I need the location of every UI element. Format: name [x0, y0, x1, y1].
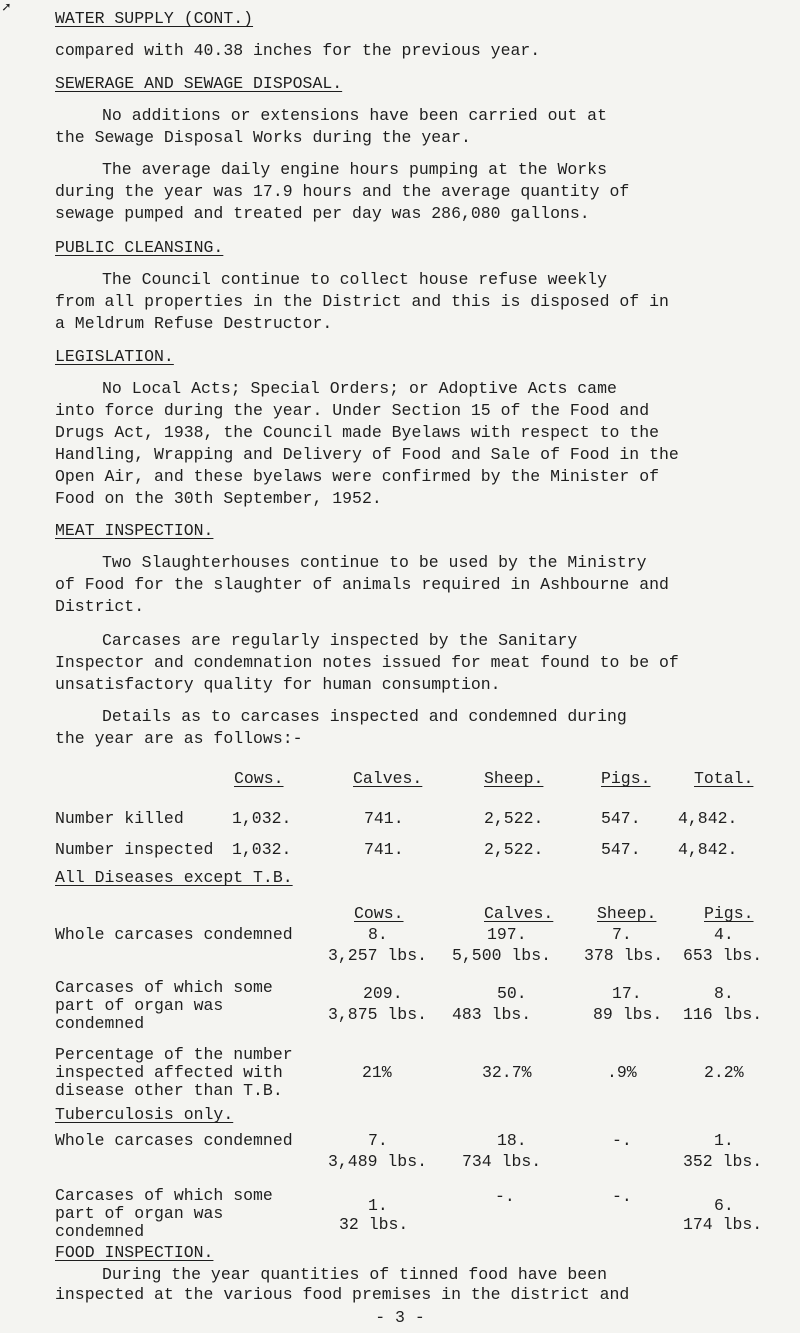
- page-number: - 3 -: [375, 1308, 425, 1327]
- t2-cell-weight: 32 lbs.: [339, 1215, 409, 1234]
- meat-p2-l1: Carcases are regularly inspected by the Sanitary: [102, 631, 578, 650]
- t2-cell-weight: 352 lbs.: [683, 1152, 763, 1171]
- t2-cell-weight: 483 lbs.: [452, 1005, 532, 1024]
- t1-row-label: Number killed: [55, 809, 184, 828]
- legislation-l5: Open Air, and these byelaws were confirmed by the Minister of: [55, 467, 659, 486]
- t1-header-calves: Calves.: [353, 769, 423, 788]
- t2-tb-row-label: Whole carcases condemned: [55, 1131, 293, 1150]
- t2-row-label: inspected affected with: [55, 1063, 283, 1082]
- t2-cell-weight: 5,500 lbs.: [452, 946, 552, 965]
- section-all-diseases: All Diseases except T.B.: [55, 868, 293, 887]
- t2-cell-count: 4.: [714, 925, 734, 944]
- sewerage-p2-l3: sewage pumped and treated per day was 286,080 gallons.: [55, 204, 590, 223]
- heading-sewerage: SEWERAGE AND SEWAGE DISPOSAL.: [55, 74, 343, 93]
- t1-cell: 2,522.: [484, 809, 544, 828]
- t2-cell-count: 8.: [714, 984, 734, 1003]
- t2-cell-weight: 174 lbs.: [683, 1215, 763, 1234]
- t2-header-cows: Cows.: [354, 904, 404, 923]
- legislation-l3: Drugs Act, 1938, the Council made Byelaws with respect to the: [55, 423, 659, 442]
- t2-cell-percent: 21%: [362, 1063, 392, 1082]
- t2-header-pigs: Pigs.: [704, 904, 754, 923]
- t1-row-label: Number inspected: [55, 840, 214, 859]
- t2-cell-count: 17.: [612, 984, 642, 1003]
- margin-mark: ➚: [2, 1, 11, 17]
- legislation-l2: into force during the year. Under Section 15 of the Food and: [55, 401, 650, 420]
- t2-cell-weight: 89 lbs.: [593, 1005, 663, 1024]
- t1-cell: 547.: [601, 809, 641, 828]
- meat-p1-l3: District.: [55, 597, 145, 616]
- t1-header-sheep: Sheep.: [484, 769, 544, 788]
- t1-header-total: Total.: [694, 769, 754, 788]
- t2-cell-count: 7.: [368, 1131, 388, 1150]
- meat-p1-l2: of Food for the slaughter of animals required in Ashbourne and: [55, 575, 669, 594]
- meat-p3-l2: the year are as follows:-: [55, 729, 303, 748]
- food-l2: inspected at the various food premises in the district and: [55, 1285, 630, 1304]
- t1-cell: 4,842.: [678, 809, 738, 828]
- heading-legislation: LEGISLATION.: [55, 347, 174, 366]
- t2-cell-weight: 378 lbs.: [584, 946, 664, 965]
- t2-cell-count: 7.: [612, 925, 632, 944]
- t2-cell-percent: 32.7%: [482, 1063, 532, 1082]
- t2-cell-dash: -.: [612, 1187, 632, 1206]
- t2-cell-percent: .9%: [607, 1063, 637, 1082]
- t2-header-calves: Calves.: [484, 904, 554, 923]
- meat-p3-l1: Details as to carcases inspected and condemned during: [102, 707, 627, 726]
- t2-cell-count: 209.: [363, 984, 403, 1003]
- t1-cell: 2,522.: [484, 840, 544, 859]
- t2-cell-weight: 116 lbs.: [683, 1005, 763, 1024]
- t2-header-sheep: Sheep.: [597, 904, 657, 923]
- meat-p2-l3: unsatisfactory quality for human consumption.: [55, 675, 501, 694]
- t1-cell: 4,842.: [678, 840, 738, 859]
- section-tuberculosis: Tuberculosis only.: [55, 1105, 234, 1124]
- header-water-supply: WATER SUPPLY (CONT.): [55, 9, 254, 28]
- t1-cell: 741.: [364, 809, 404, 828]
- legislation-l4: Handling, Wrapping and Delivery of Food and Sale of Food in the: [55, 445, 679, 464]
- t2-cell-weight: 3,875 lbs.: [328, 1005, 428, 1024]
- t1-cell: 741.: [364, 840, 404, 859]
- t2-row-label: disease other than T.B.: [55, 1081, 283, 1100]
- legislation-l6: Food on the 30th September, 1952.: [55, 489, 382, 508]
- sewerage-p2-l1: The average daily engine hours pumping at the Works: [102, 160, 607, 179]
- heading-meat: MEAT INSPECTION.: [55, 521, 214, 540]
- t2-row-label: part of organ was: [55, 996, 224, 1015]
- meat-p2-l2: Inspector and condemnation notes issued for meat found to be of: [55, 653, 679, 672]
- t2-cell-count: 1.: [368, 1196, 388, 1215]
- t2-cell-count: 18.: [497, 1131, 527, 1150]
- water-line: compared with 40.38 inches for the previous year.: [55, 41, 541, 60]
- t2-tb-row-label: Carcases of which some: [55, 1186, 273, 1205]
- t1-cell: 1,032.: [232, 840, 292, 859]
- t2-cell-weight: 3,257 lbs.: [328, 946, 428, 965]
- t2-cell-count: 1.: [714, 1131, 734, 1150]
- t1-cell: 1,032.: [232, 809, 292, 828]
- sewerage-p1-l2: the Sewage Disposal Works during the year.: [55, 128, 471, 147]
- t1-header-pigs: Pigs.: [601, 769, 651, 788]
- sewerage-p2-l2: during the year was 17.9 hours and the average quantity of: [55, 182, 630, 201]
- t2-cell-weight: 653 lbs.: [683, 946, 763, 965]
- cleansing-l1: The Council continue to collect house refuse weekly: [102, 270, 607, 289]
- t2-row-label: Percentage of the number: [55, 1045, 293, 1064]
- meat-p1-l1: Two Slaughterhouses continue to be used by the Ministry: [102, 553, 647, 572]
- t1-header-cows: Cows.: [234, 769, 284, 788]
- heading-food: FOOD INSPECTION.: [55, 1243, 214, 1262]
- cleansing-l2: from all properties in the District and this is disposed of in: [55, 292, 669, 311]
- t2-cell-percent: 2.2%: [704, 1063, 744, 1082]
- t2-cell-dash: -.: [612, 1131, 632, 1150]
- legislation-l1: No Local Acts; Special Orders; or Adoptive Acts came: [102, 379, 617, 398]
- t2-tb-row-label: part of organ was: [55, 1204, 224, 1223]
- heading-cleansing: PUBLIC CLEANSING.: [55, 238, 224, 257]
- t1-cell: 547.: [601, 840, 641, 859]
- t2-row-label: Whole carcases condemned: [55, 925, 293, 944]
- t2-cell-weight: 3,489 lbs.: [328, 1152, 428, 1171]
- sewerage-p1-l1: No additions or extensions have been carried out at: [102, 106, 607, 125]
- food-l1: During the year quantities of tinned food have been: [102, 1265, 607, 1284]
- t2-tb-row-label: condemned: [55, 1222, 145, 1241]
- t2-cell-count: 197.: [487, 925, 527, 944]
- t2-cell-count: 6.: [714, 1196, 734, 1215]
- t2-cell-count: 8.: [368, 925, 388, 944]
- t2-cell-weight: 734 lbs.: [462, 1152, 542, 1171]
- t2-row-label: condemned: [55, 1014, 145, 1033]
- t2-cell-count: 50.: [497, 984, 527, 1003]
- t2-row-label: Carcases of which some: [55, 978, 273, 997]
- t2-cell-dash: -.: [495, 1187, 515, 1206]
- cleansing-l3: a Meldrum Refuse Destructor.: [55, 314, 333, 333]
